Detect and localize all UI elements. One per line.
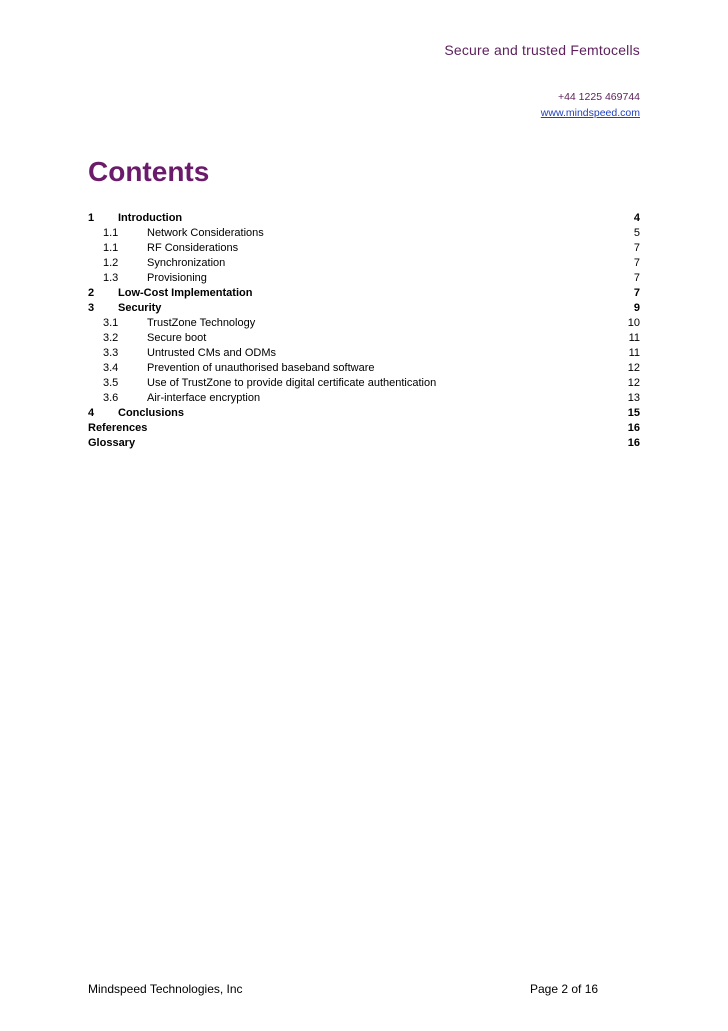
toc-entry-title: Security bbox=[118, 302, 162, 314]
header-phone: +44 1225 469744 bbox=[557, 91, 640, 103]
contents-heading: Contents bbox=[88, 156, 210, 187]
toc-entry[interactable] bbox=[88, 226, 640, 241]
toc-entry-title: Untrusted CMs and ODMs bbox=[147, 347, 276, 359]
toc-entry-number: 1.1 bbox=[103, 227, 119, 239]
toc-entry-page: 9 bbox=[633, 302, 640, 314]
toc-entry[interactable] bbox=[88, 211, 640, 226]
toc-entry-title: Network Considerations bbox=[147, 227, 264, 239]
toc-entry[interactable] bbox=[88, 316, 640, 331]
toc-entry[interactable] bbox=[88, 241, 640, 256]
toc-entry-number: 3.1 bbox=[103, 317, 119, 329]
header-title: Secure and trusted Femtocells bbox=[444, 42, 640, 58]
toc-entry-number: 3 bbox=[88, 302, 95, 314]
toc-entry-title: Use of TrustZone to provide digital certificate authentication bbox=[147, 377, 437, 389]
toc-entry-page: 5 bbox=[633, 227, 640, 239]
toc-entry-title: Synchronization bbox=[147, 257, 226, 269]
toc-entry-number: 2 bbox=[88, 287, 95, 299]
toc-entry-title: References bbox=[88, 422, 148, 434]
toc-entry-number: 4 bbox=[88, 407, 95, 419]
toc-entry-title: TrustZone Technology bbox=[147, 317, 256, 329]
toc-entry[interactable] bbox=[88, 361, 640, 376]
toc-entry[interactable] bbox=[88, 421, 640, 436]
toc-entry[interactable] bbox=[88, 406, 640, 421]
toc-entry-title: Introduction bbox=[118, 212, 183, 224]
toc-entry-page: 4 bbox=[633, 212, 640, 224]
toc-entry-page: 10 bbox=[627, 317, 640, 329]
toc-entry[interactable] bbox=[88, 391, 640, 406]
toc-entry-number: 3.4 bbox=[103, 362, 119, 374]
toc-entry-number: 1.3 bbox=[103, 272, 119, 284]
toc-entry-number: 3.3 bbox=[103, 347, 119, 359]
toc-entry-page: 7 bbox=[633, 257, 640, 269]
toc-entry-title: Secure boot bbox=[147, 332, 207, 344]
toc-entry-title: Conclusions bbox=[118, 407, 185, 419]
toc-entry-page: 7 bbox=[633, 287, 640, 299]
table-of-contents bbox=[88, 211, 640, 451]
toc-entry-page: 15 bbox=[627, 407, 640, 419]
toc-entry-title: Glossary bbox=[88, 437, 136, 449]
toc-entry-page: 16 bbox=[627, 437, 640, 449]
toc-entry[interactable] bbox=[88, 301, 640, 316]
toc-entry-title: Provisioning bbox=[147, 272, 207, 284]
toc-entry-number: 1.1 bbox=[103, 242, 119, 254]
toc-entry-page: 12 bbox=[627, 377, 640, 389]
footer-company: Mindspeed Technologies, Inc bbox=[88, 982, 243, 996]
toc-entry[interactable] bbox=[88, 376, 640, 391]
toc-entry-page: 13 bbox=[627, 392, 640, 404]
toc-entry-title: Air-interface encryption bbox=[147, 392, 261, 404]
header-url-link[interactable]: www.mindspeed.com bbox=[540, 107, 640, 119]
toc-entry-page: 11 bbox=[628, 347, 640, 359]
toc-entry-page: 12 bbox=[627, 362, 640, 374]
toc-entry-title: Prevention of unauthorised baseband software bbox=[147, 362, 375, 374]
toc-entry-number: 3.6 bbox=[103, 392, 119, 404]
toc-entry-page: 7 bbox=[633, 272, 640, 284]
toc-entry-number: 3.2 bbox=[103, 332, 119, 344]
toc-entry[interactable] bbox=[88, 256, 640, 271]
toc-entry[interactable] bbox=[88, 346, 640, 361]
toc-entry-title: Low-Cost Implementation bbox=[118, 287, 253, 299]
toc-entry[interactable] bbox=[88, 286, 640, 301]
toc-entry-number: 1.2 bbox=[103, 257, 119, 269]
toc-entry-number: 1 bbox=[88, 212, 95, 224]
toc-entry[interactable] bbox=[88, 436, 640, 451]
footer-page-number: Page 2 of 16 bbox=[530, 982, 599, 996]
toc-entry-title: RF Considerations bbox=[147, 242, 239, 254]
toc-entry[interactable] bbox=[88, 271, 640, 286]
toc-entry-page: 16 bbox=[627, 422, 640, 434]
toc-entry-number: 3.5 bbox=[103, 377, 119, 389]
toc-entry[interactable] bbox=[88, 331, 640, 346]
toc-entry-page: 7 bbox=[633, 242, 640, 254]
toc-entry-page: 11 bbox=[628, 332, 640, 344]
